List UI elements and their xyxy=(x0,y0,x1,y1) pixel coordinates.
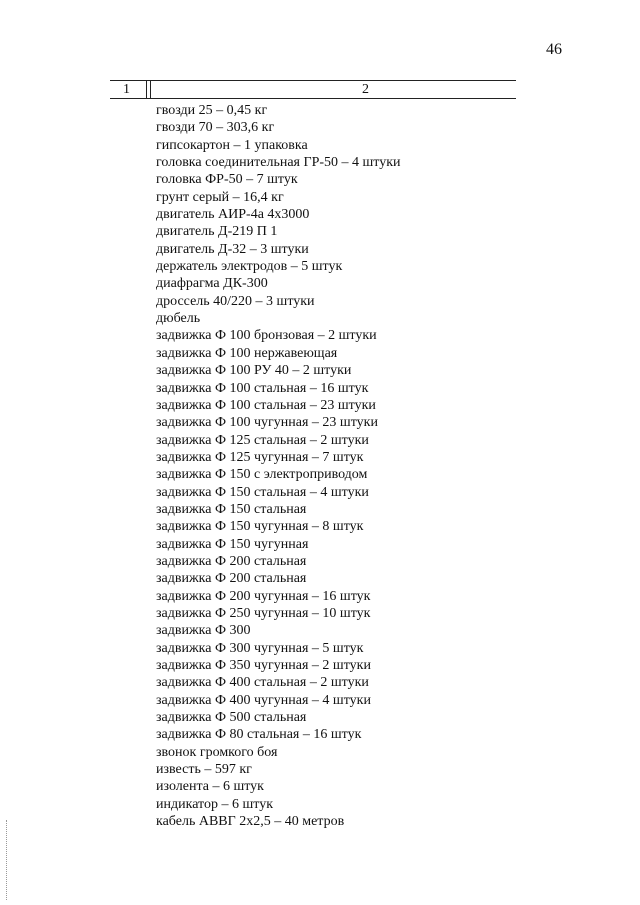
list-item: задвижка Ф 150 стальная – 4 штуки xyxy=(156,484,369,500)
list-item: задвижка Ф 100 стальная – 16 штук xyxy=(156,380,369,396)
list-item: задвижка Ф 200 стальная xyxy=(156,571,307,587)
list-item: диафрагма ДК-300 xyxy=(156,276,268,292)
list-item: задвижка Ф 150 чугунная xyxy=(156,536,309,552)
list-item: задвижка Ф 100 РУ 40 – 2 штуки xyxy=(156,363,352,379)
list-item: звонок громкого боя xyxy=(156,744,278,760)
column-1-header: 1 xyxy=(123,82,130,97)
list-item: грунт серый – 16,4 кг xyxy=(156,189,284,205)
column-divider xyxy=(146,81,147,98)
list-item: двигатель Д-32 – 3 штуки xyxy=(156,241,309,257)
page-number: 46 xyxy=(546,41,562,58)
list-item: гипсокартон – 1 упаковка xyxy=(156,137,308,153)
list-item: головка соединительная ГР-50 – 4 штуки xyxy=(156,155,401,171)
list-item: задвижка Ф 125 стальная – 2 штуки xyxy=(156,432,369,448)
list-item: гвозди 25 – 0,45 кг xyxy=(156,103,268,118)
column-2-header: 2 xyxy=(362,82,369,97)
list-item: задвижка Ф 100 стальная – 23 штуки xyxy=(156,397,376,413)
list-item: двигатель АИР-4а 4х3000 xyxy=(156,207,310,223)
list-item: головка ФР-50 – 7 штук xyxy=(156,172,298,188)
list-item: изолента – 6 штук xyxy=(156,779,264,795)
margin-scan-mark xyxy=(6,820,7,900)
list-item: задвижка Ф 350 чугунная – 2 штуки xyxy=(156,658,371,673)
list-item: держатель электродов – 5 штук xyxy=(156,259,343,275)
list-item: индикатор – 6 штук xyxy=(156,796,273,812)
list-item: задвижка Ф 80 стальная – 16 штук xyxy=(156,727,362,743)
table-header xyxy=(110,80,516,99)
list-item: задвижка Ф 250 чугунная – 10 штук xyxy=(156,605,371,621)
list-item: задвижка Ф 200 чугунная – 16 штук xyxy=(156,588,371,604)
list-item: задвижка Ф 500 стальная xyxy=(156,710,307,726)
items-list xyxy=(156,102,401,830)
list-item: двигатель Д-219 П 1 xyxy=(156,224,278,240)
list-item: дроссель 40/220 – 3 штуки xyxy=(156,293,315,309)
list-item: задвижка Ф 150 с электроприводом xyxy=(156,467,368,483)
list-item: задвижка Ф 150 стальная xyxy=(156,501,307,517)
list-item: задвижка Ф 300 xyxy=(156,623,251,639)
list-item: известь – 597 кг xyxy=(156,762,252,778)
list-item: задвижка Ф 300 чугунная – 5 штук xyxy=(156,640,364,656)
list-item: гвозди 70 – 303,6 кг xyxy=(156,120,275,136)
list-item: задвижка Ф 400 чугунная – 4 штуки xyxy=(156,692,371,708)
list-item: задвижка Ф 100 нержавеющая xyxy=(156,345,338,361)
column-divider-double xyxy=(150,81,151,98)
list-item: задвижка Ф 100 чугунная – 23 штуки xyxy=(156,415,378,431)
list-item: задвижка Ф 100 бронзовая – 2 штуки xyxy=(156,328,377,344)
list-item: задвижка Ф 150 чугунная – 8 штук xyxy=(156,519,364,535)
list-item: кабель АВВГ 2х2,5 – 40 метров xyxy=(156,814,345,830)
list-item: дюбель xyxy=(156,311,201,327)
list-item: задвижка Ф 125 чугунная – 7 штук xyxy=(156,449,364,465)
list-item: задвижка Ф 400 стальная – 2 штуки xyxy=(156,675,369,691)
list-item: задвижка Ф 200 стальная xyxy=(156,553,307,569)
